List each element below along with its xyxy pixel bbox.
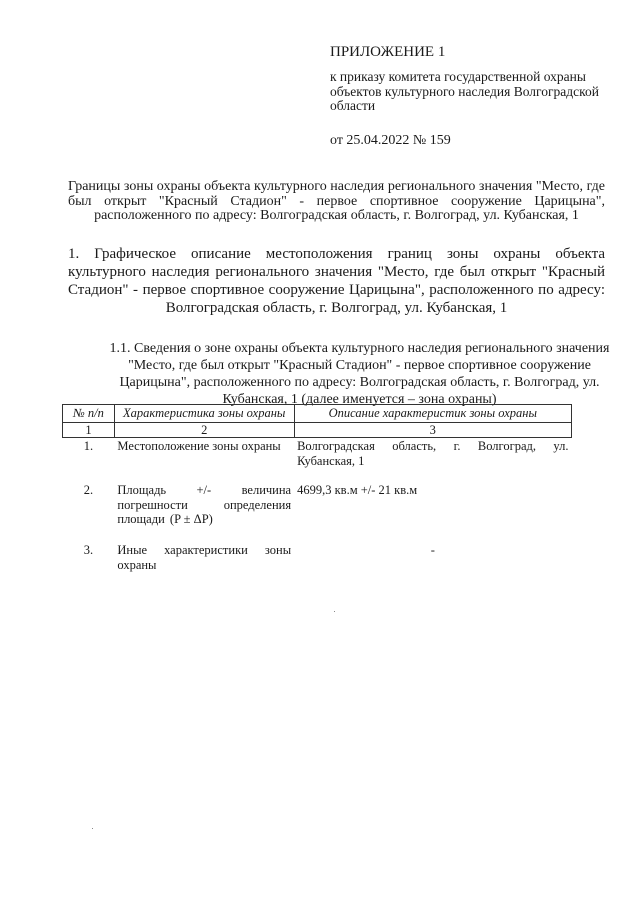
section-1-1-heading: 1.1. Сведения о зоне охраны объекта культурного наследия регионального значения "Место, где был открыт "Красный Стадион" - первое спортивное сооружение Царицына", расположенного по адресу: Волгоградская область, г. Волгоград, ул. Кубанская, 1 (далее именуется – зона охраны) xyxy=(109,341,610,407)
header-description: Описание характеристик зоны охраны xyxy=(294,405,571,423)
column-number: 1 xyxy=(63,422,115,438)
header-num: № п/п xyxy=(63,405,115,423)
header-characteristic: Характеристика зоны охраны xyxy=(114,405,294,423)
scan-speck xyxy=(92,828,93,829)
section-1-heading: 1. Графическое описание местоположения границ зоны охраны объекта культурного наследия регионального значения "Место, где был открыт "Красный Стадион" - первое спортивное сооружение Царицына", расположенного по адресу: Волгоградская область, г. Волгоград, ул. Кубанская, 1 xyxy=(68,246,605,316)
row-number: 3. xyxy=(83,543,94,557)
table-row xyxy=(63,438,572,483)
scan-speck xyxy=(334,611,335,612)
table-row xyxy=(63,542,572,584)
row-characteristic: Иные характеристики зоны охраны xyxy=(117,543,292,572)
order-date: от 25.04.2022 № 159 xyxy=(330,133,451,148)
area-formula: (P ± ΔP) xyxy=(169,512,213,526)
zone-characteristics-table xyxy=(62,404,572,584)
row-description: 4699,3 кв.м +/- 21 кв.м xyxy=(297,483,418,497)
row-number: 2. xyxy=(83,483,94,497)
column-number: 2 xyxy=(114,422,294,438)
row-description: Волгоградская область, г. Волгоград, ул. Кубанская, 1 xyxy=(297,439,569,468)
table-header-row xyxy=(63,405,572,423)
row-characteristic: Площадь +/- величина погрешности определения площади xyxy=(117,483,292,526)
column-number-row xyxy=(63,422,572,438)
appendix-reference: к приказу комитета государственной охраны объектов культурного наследия Волгоградской области xyxy=(330,69,599,113)
row-description: - xyxy=(430,543,435,557)
column-number: 3 xyxy=(294,422,571,438)
row-characteristic: Местоположение зоны охраны xyxy=(117,439,281,453)
zone-title: Границы зоны охраны объекта культурного наследия регионального значения "Место, где был открыт "Красный Стадион" - первое спортивное сооружение Царицына", расположенного по адресу: Волгоградская область, г. Волгоград, ул. Кубанская, 1 xyxy=(68,179,605,223)
table-row xyxy=(63,482,572,542)
appendix-title: ПРИЛОЖЕНИЕ 1 xyxy=(330,44,446,60)
row-characteristic-cell xyxy=(114,482,294,542)
row-number: 1. xyxy=(83,439,94,453)
